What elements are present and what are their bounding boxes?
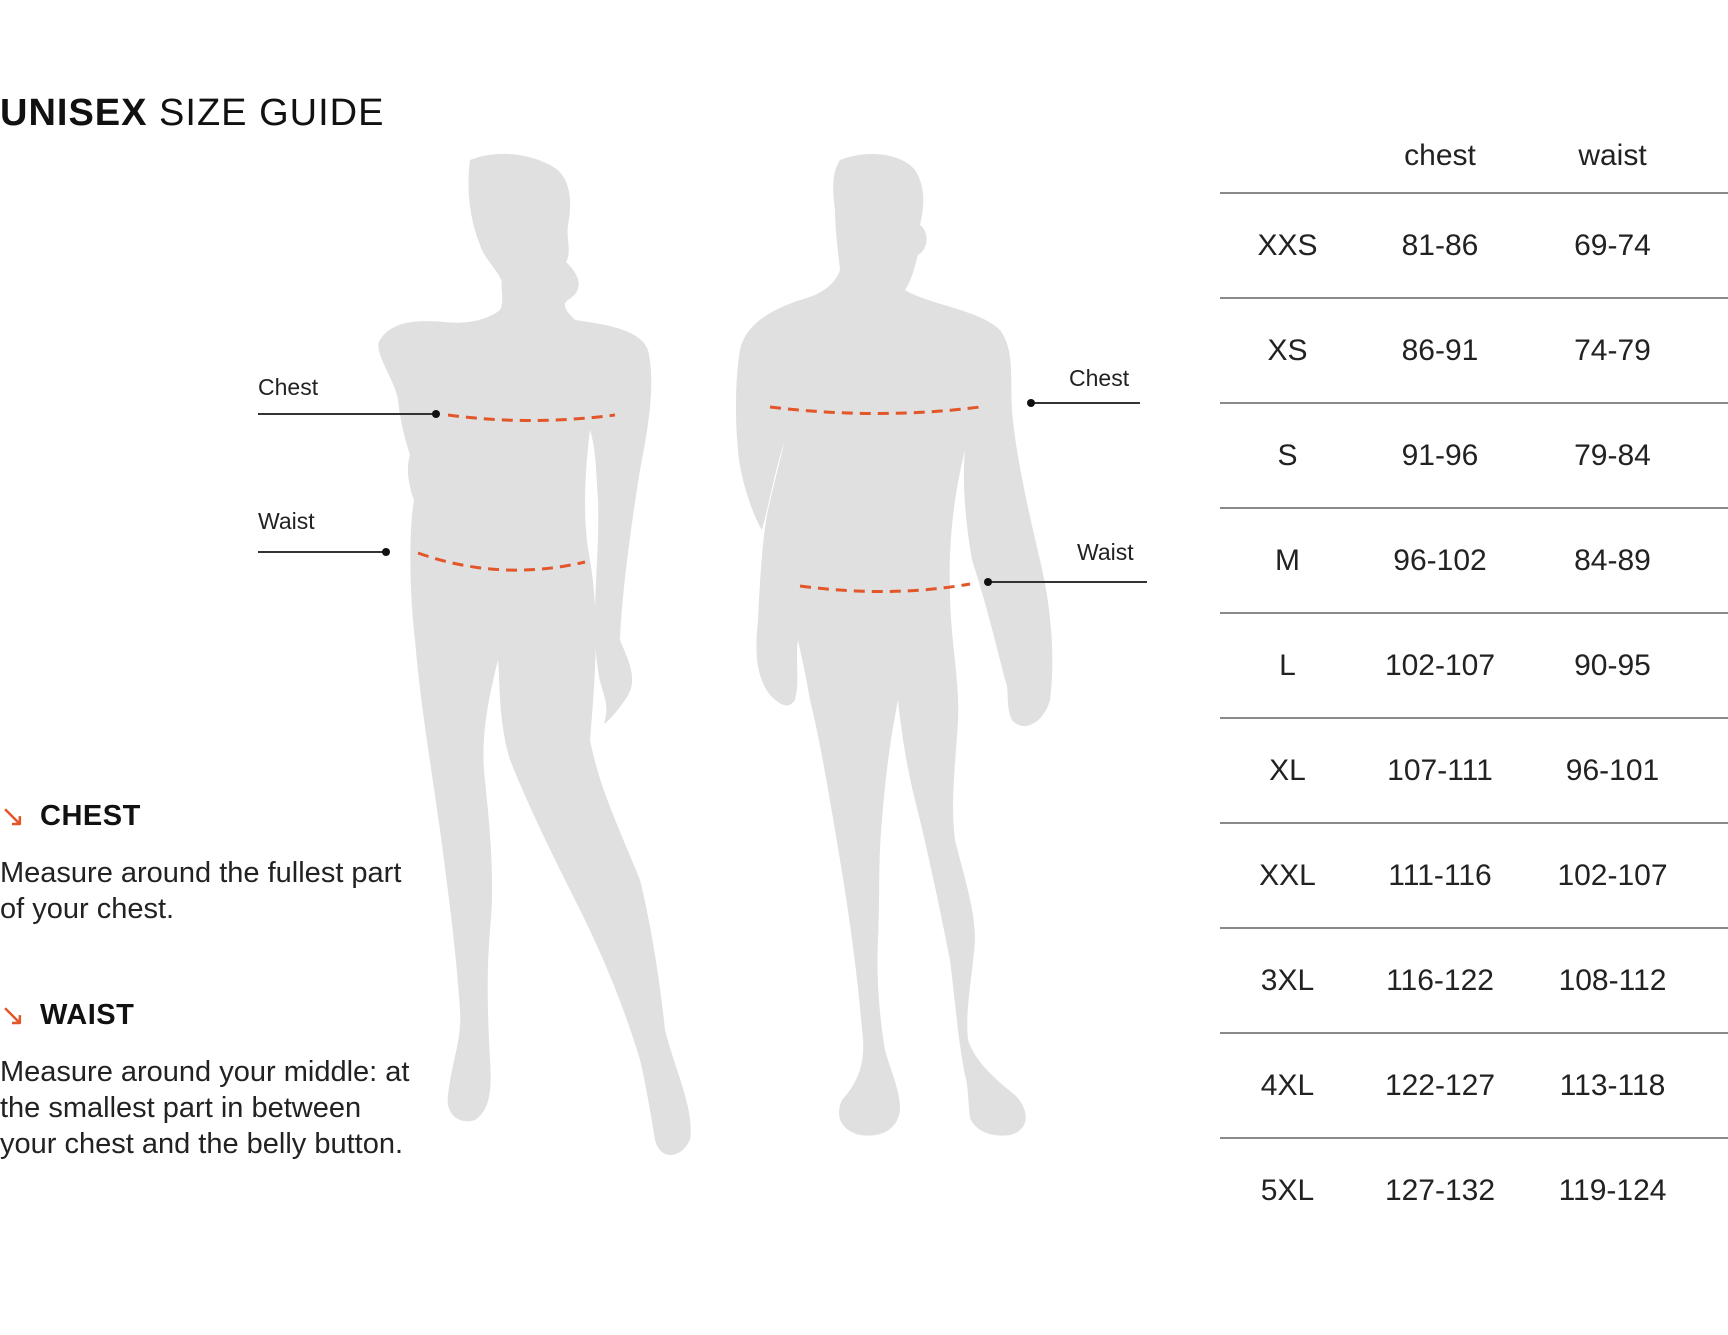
chest-cell: 86-91	[1401, 333, 1479, 367]
size-cell: 5XL	[1260, 1173, 1315, 1207]
waist-cell: 90-95	[1574, 648, 1651, 682]
chest-info-header	[0, 800, 420, 833]
waist-cell: 96-101	[1565, 753, 1660, 787]
header-chest: chest	[1404, 139, 1476, 172]
table-row	[1220, 194, 1728, 299]
table-row	[1220, 824, 1728, 929]
chest-description: Measure around the fullest part of your chest.	[0, 857, 402, 925]
waist-cell: 108-112	[1558, 963, 1667, 997]
male-waist-label: Waist	[1077, 539, 1134, 565]
size-cell: XXL	[1259, 858, 1316, 892]
waist-info	[0, 999, 420, 1162]
male-chest-leader	[1027, 399, 1140, 407]
table-row	[1220, 614, 1728, 719]
table-row	[1220, 299, 1728, 404]
table-row	[1220, 719, 1728, 824]
size-cell: XL	[1269, 753, 1306, 787]
waist-info-header	[0, 999, 420, 1032]
chest-heading: CHEST	[40, 800, 141, 832]
table-row	[1220, 1034, 1728, 1139]
waist-description: Measure around your middle: at the smallest part in between your chest and the belly button.	[0, 1056, 410, 1160]
chest-cell: 116-122	[1386, 963, 1494, 997]
waist-cell: 113-118	[1559, 1068, 1666, 1102]
waist-cell: 79-84	[1574, 438, 1651, 472]
table-row	[1220, 1139, 1728, 1242]
chest-cell: 102-107	[1384, 648, 1496, 682]
arrow-down-right-icon: ↘	[0, 799, 26, 833]
table-row	[1220, 929, 1728, 1034]
chest-cell: 111-116	[1388, 858, 1492, 892]
female-silhouette	[378, 154, 690, 1155]
header-waist: waist	[1578, 139, 1647, 172]
female-chest-label: Chest	[258, 374, 319, 400]
size-cell: S	[1277, 438, 1298, 472]
size-cell: XS	[1267, 333, 1308, 367]
chest-cell: 91-96	[1401, 438, 1479, 472]
male-chest-label: Chest	[1069, 365, 1130, 391]
waist-cell: 84-89	[1574, 543, 1651, 577]
chest-cell: 127-132	[1384, 1173, 1496, 1207]
chest-cell: 122-127	[1384, 1068, 1496, 1102]
chest-cell: 96-102	[1393, 543, 1487, 577]
table-row	[1220, 404, 1728, 509]
chest-info	[0, 800, 420, 927]
female-waist-leader	[258, 548, 390, 556]
waist-cell: 74-79	[1574, 333, 1651, 367]
size-cell: 3XL	[1260, 963, 1315, 997]
chest-cell: 107-111	[1387, 753, 1493, 787]
waist-cell: 102-107	[1557, 858, 1668, 892]
title-light: SIZE GUIDE	[159, 92, 385, 134]
title-bold: UNISEX	[0, 92, 148, 134]
male-silhouette	[736, 154, 1052, 1136]
size-cell: M	[1275, 543, 1300, 577]
chest-cell: 81-86	[1401, 228, 1479, 262]
size-cell: L	[1279, 648, 1296, 682]
size-cell: 4XL	[1260, 1068, 1315, 1102]
waist-cell: 69-74	[1574, 228, 1651, 262]
waist-cell: 119-124	[1558, 1173, 1667, 1207]
arrow-down-right-icon: ↘	[0, 998, 26, 1032]
size-table	[1220, 120, 1728, 1242]
female-waist-label: Waist	[258, 508, 315, 534]
size-cell: XXS	[1257, 228, 1318, 262]
table-header	[1220, 120, 1728, 194]
waist-heading: WAIST	[40, 999, 135, 1031]
table-body	[1220, 194, 1728, 1242]
table-row	[1220, 509, 1728, 614]
